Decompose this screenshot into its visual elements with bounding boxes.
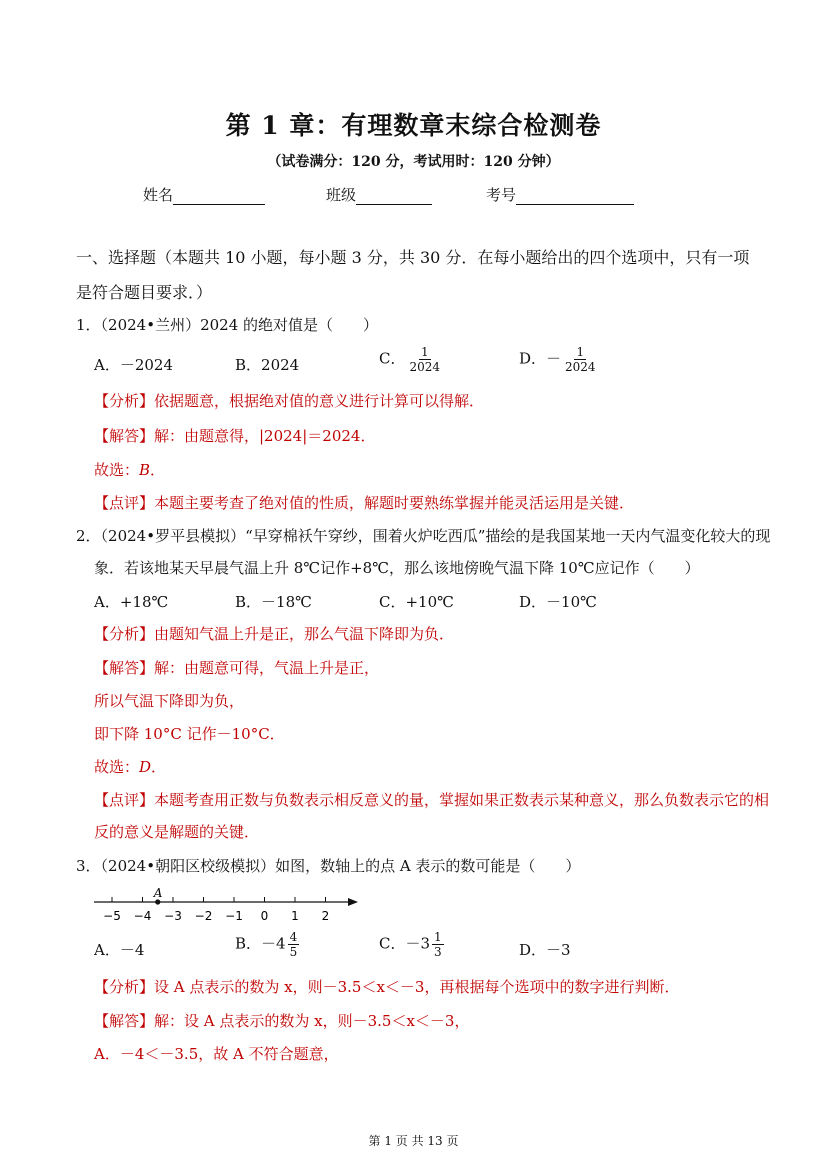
q2-solution-line2: 所以气温下降即为负，	[94, 692, 245, 710]
q1-comment: 【点评】本题主要考查了绝对值的性质，解题时要熟练掌握并能灵活运用是关键．	[94, 494, 635, 512]
q2-stem: 2．（2024•罗平县模拟）“早穿棉袄午穿纱，围着火炉吃西瓜”描绘的是我国某地一天内气温变化较大的现	[76, 527, 771, 545]
page-title: 第 1 章：有理数章末综合检测卷	[225, 111, 602, 140]
q1-analysis: 【分析】依据题意，根据绝对值的意义进行计算可以得解．	[94, 392, 485, 410]
q2-answer-choice: D	[139, 758, 152, 776]
number-line-tick-label: −1	[225, 909, 243, 923]
q1-option-d	[519, 345, 598, 374]
q2-answer	[94, 757, 166, 777]
q1-option-c-numerator: 1	[420, 345, 429, 359]
number-line-tick-label: −2	[194, 909, 213, 923]
q3-option-d: D．－3	[519, 941, 571, 959]
number-label: 考号	[486, 186, 517, 204]
q1-answer-prefix: 故选：	[94, 461, 140, 479]
q2-option-c: C．+10℃	[379, 593, 454, 611]
q3-solution-line2: A．－4＜－3.5，故 A 不符合题意，	[94, 1045, 339, 1063]
number-line	[90, 882, 370, 928]
q1-answer-choice: B	[139, 461, 151, 479]
q3-option-c-denominator: 3	[434, 945, 442, 959]
name-blank	[173, 188, 265, 205]
q3-option-c-numerator: 1	[434, 930, 442, 944]
q3-option-c	[379, 930, 444, 959]
number-line-tick-label: 2	[321, 909, 330, 923]
q1-stem: 1．（2024•兰州）2024 的绝对值是（ ）	[76, 316, 379, 334]
number-line-tick-label: 1	[291, 909, 299, 923]
q1-option-c-denominator: 2024	[409, 360, 441, 374]
section-heading-cont: 是符合题目要求．）	[76, 283, 213, 302]
q2-option-d: D．－10℃	[519, 593, 597, 611]
q3-option-b-denominator: 5	[289, 945, 298, 959]
number-line-ticks	[103, 897, 329, 923]
q1-solution: 【解答】解：由题意得，|2024|＝2024．	[94, 427, 376, 445]
number-line-tick-label: −3	[164, 909, 182, 923]
name-field	[143, 184, 265, 205]
number-field	[486, 184, 634, 205]
number-line-point-label: A	[153, 886, 163, 900]
q2-option-a: A．+18℃	[94, 593, 169, 611]
q3-option-b-numerator: 4	[289, 930, 298, 944]
q1-option-b: B．2024	[235, 356, 300, 374]
q1-option-c-label: C．	[379, 349, 406, 368]
number-line-point-a	[155, 899, 160, 904]
q3-option-a: A．－4	[94, 941, 145, 959]
q2-solution-line3: 即下降 10°C 记作－10°C．	[94, 725, 285, 743]
q2-answer-suffix: ．	[151, 758, 167, 776]
q1-answer-suffix: ．	[150, 461, 166, 479]
q3-analysis: 【分析】设 A 点表示的数为 x，则－3.5＜x＜－3，再根据每个选项中的数字进行判断．	[94, 978, 680, 996]
number-blank	[516, 188, 634, 205]
exam-info: （试卷满分：120 分，考试用时：120 分钟）	[267, 154, 560, 170]
page-footer: 第 1 页 共 13 页	[368, 1134, 459, 1148]
q1-option-d-denominator: 2024	[565, 360, 596, 374]
number-line-arrow	[348, 898, 358, 906]
number-line-tick-label: 0	[260, 909, 269, 923]
class-field	[326, 184, 432, 205]
q2-comment-cont: 反的意义是解题的关键．	[94, 823, 260, 841]
q1-answer	[94, 460, 165, 480]
number-line-tick-label: −5	[103, 909, 121, 923]
q3-option-b	[235, 930, 299, 959]
q3-stem: 3．（2024•朝阳区校级模拟）如图，数轴上的点 A 表示的数可能是（ ）	[76, 857, 581, 875]
q1-option-a: A．－2024	[94, 356, 174, 374]
q2-answer-prefix: 故选：	[94, 758, 140, 776]
q1-option-d-label: D．－	[519, 349, 562, 368]
q2-stem-cont: 象．若该地某天早晨气温上升 8℃记作+8℃，那么该地傍晚气温下降 10℃应记作（ ）	[94, 559, 700, 577]
q3-solution: 【解答】解：设 A 点表示的数为 x，则－3.5＜x＜－3，	[94, 1012, 470, 1030]
q2-comment: 【点评】本题考查用正数与负数表示相反意义的量，掌握如果正数表示某种意义，那么负数表示它的相	[94, 791, 770, 809]
number-line-tick-label: −4	[133, 909, 152, 923]
q1-option-c	[379, 345, 442, 374]
section-heading: 一、选择题（本题共 10 小题，每小题 3 分，共 30 分．在每小题给出的四个选项中，只有一项	[76, 248, 750, 267]
name-label: 姓名	[143, 186, 174, 204]
class-label: 班级	[326, 186, 357, 204]
q3-option-c-label: C．－3	[379, 934, 431, 953]
q2-option-b: B．－18℃	[235, 593, 312, 611]
q2-analysis: 【分析】由题知气温上升是正，那么气温下降即为负．	[94, 625, 455, 643]
q1-option-d-numerator: 1	[576, 345, 585, 359]
class-blank	[356, 188, 432, 205]
q2-solution: 【解答】解：由题意可得，气温上升是正，	[94, 659, 380, 677]
q3-option-b-label: B．－4	[235, 934, 286, 953]
